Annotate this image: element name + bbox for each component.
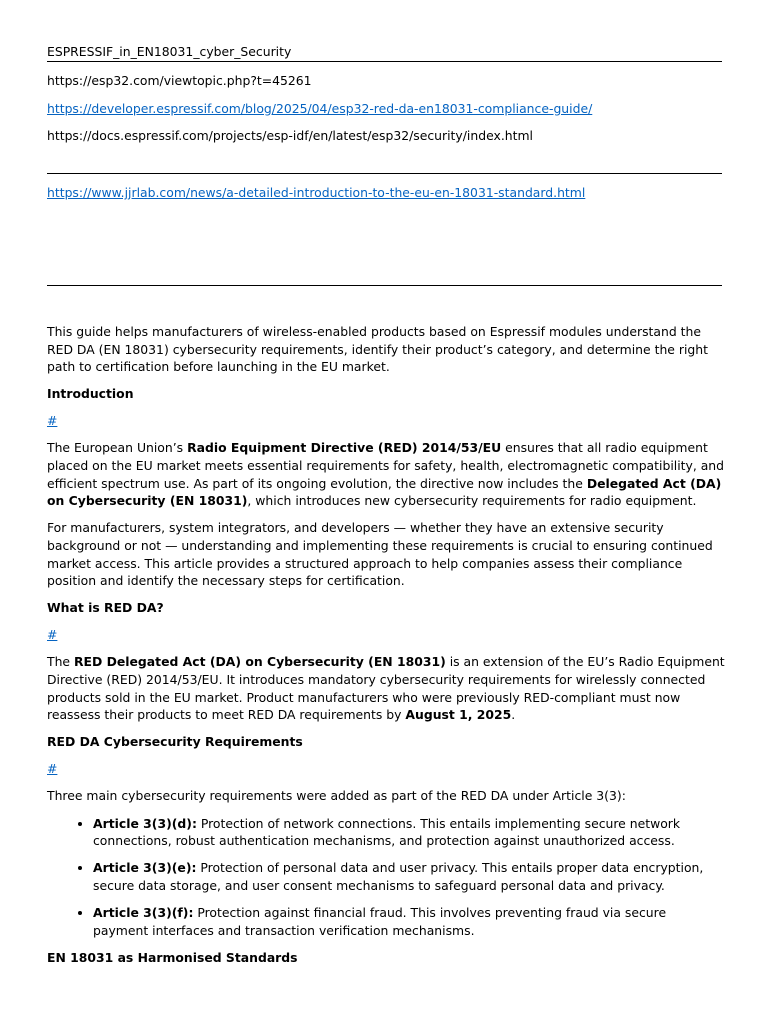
link-espressif-blog[interactable]: https://developer.espressif.com/blog/2025/04/esp32-red-da-en18031-compliance-guide/ [47,101,593,116]
anchor-link-what-is-red-da[interactable]: # [47,627,58,643]
document-title: ESPRESSIF_in_EN18031_cyber_Security [47,44,292,59]
list-item: • Article 3(3)(f): Protection against financial fraud. This involves preventing fraud via secure payment interfaces and transaction verification mechanisms. [93,904,725,939]
introduction-paragraph-1: The European Union’s Radio Equipment Directive (RED) 2014/53/EU ensures that all radio equipment placed on the EU market meets essential requirements for safety, health, electromagnetic compatibility, and efficient spectrum use. As part of its ongoing evolution, the directive now includes the Delegated Act (DA) on Cybersecurity (EN 18031), which introduces new cybersecurity requirements for radio equipment. [47,440,725,509]
title-divider [47,61,722,62]
link-esp32-forum-text: https://esp32.com/viewtopic.php?t=45261 [47,73,312,88]
heading-requirements: RED DA Cybersecurity Requirements [47,734,303,750]
introduction-paragraph-2: For manufacturers, system integrators, and developers — whether they have an extensive security background or not — understanding and implementing these requirements is crucial to ensuring continued market access. This article provides a structured approach to help companies assess their compliance position and identify the necessary steps for certification. [47,520,713,589]
anchor-link-introduction[interactable]: # [47,413,58,429]
heading-introduction: Introduction [47,386,134,402]
section-divider-1 [47,173,722,174]
heading-en18031-harmonised: EN 18031 as Harmonised Standards [47,949,298,965]
link-esp-idf-docs-text: https://docs.espressif.com/projects/esp-idf/en/latest/esp32/security/index.html [47,128,533,143]
requirements-list [47,815,725,940]
what-is-paragraph: The RED Delegated Act (DA) on Cybersecurity (EN 18031) is an extension of the EU’s Radio Equipment Directive (RED) 2014/53/EU. It introduces mandatory cybersecurity requirements for wirelessly connected products sold in the EU market. Product manufacturers who were previously RED-compliant must now reassess their products to meet RED DA requirements by August 1, 2025. [47,654,725,723]
section-divider-2 [47,285,722,286]
anchor-link-requirements[interactable]: # [47,761,58,777]
article-body [47,323,725,976]
list-item: • Article 3(3)(e): Protection of personal data and user privacy. This entails proper data encryption, secure data storage, and user consent mechanisms to safeguard personal data and privacy. [93,859,725,894]
heading-what-is-red-da: What is RED DA? [47,600,164,616]
link-jjrlab[interactable]: https://www.jjrlab.com/news/a-detailed-introduction-to-the-eu-en-18031-standard.html [47,185,586,200]
list-item: • Article 3(3)(d): Protection of network connections. This entails implementing secure network connections, robust authentication mechanisms, and protection against unauthorized access. [93,815,725,850]
intro-paragraph: This guide helps manufacturers of wireless-enabled products based on Espressif modules understand the RED DA (EN 18031) cybersecurity requirements, identify their product’s category, and determine the right path to certification before launching in the EU market. [47,324,708,375]
requirements-lead: Three main cybersecurity requirements were added as part of the RED DA under Article 3(3): [47,788,626,804]
